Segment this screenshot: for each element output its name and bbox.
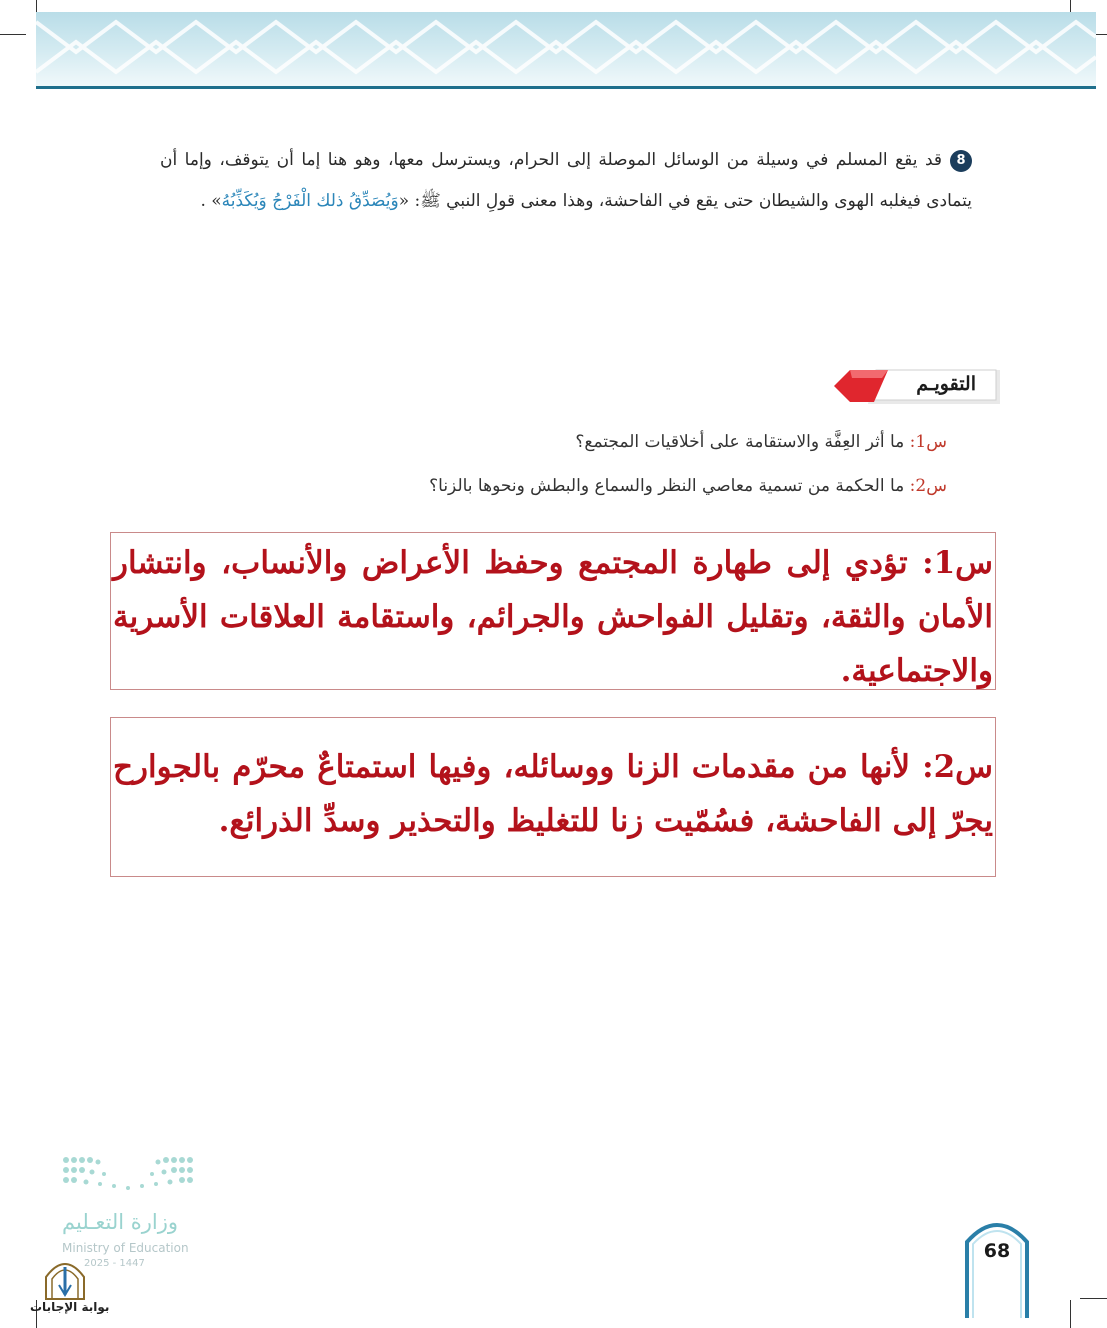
paragraph-number-badge: 8: [950, 150, 972, 172]
answer-1-text: س1: تؤدي إلى طهارة المجتمع وحفظ الأعراض والأنساب، وانتشار الأمان والثقة، وتقليل الفواحش والجرائم، واستقامة العلاقات الأسرية والاجتماعية.: [113, 545, 993, 689]
answer-1-box: [110, 532, 996, 690]
crop-mark: [0, 34, 26, 35]
ministry-dots-icon: [58, 1152, 208, 1202]
question-2-text: ما الحكمة من تسمية معاصي النظر والسماع والبطش ونحوها بالزنا؟: [429, 476, 905, 496]
page-number-tab: [964, 1214, 1030, 1318]
page-number: 68: [983, 1240, 1011, 1262]
paragraph-text: قد يقع المسلم في وسيلة من الوسائل الموصلة إلى الحرام، ويسترسل معها، وهو هنا إما أن يتوقف، وإما أن يتمادى فيغلبه الهوى والشيطان حتى يقع في الفاحشة، وهذا معنى قولِ النبي ﷺ: «: [160, 150, 972, 211]
question-1-text: ما أثر العِفَّة والاستقامة على أخلاقيات المجتمع؟: [575, 432, 905, 452]
crop-mark: [1070, 1300, 1071, 1328]
question-1-label: س1:: [909, 432, 947, 452]
ministry-name-en: Ministry of Education: [62, 1241, 189, 1255]
question-2-label: س2:: [909, 476, 947, 496]
crop-mark: [1080, 1298, 1107, 1299]
answer-2-text: س2: لأنها من مقدمات الزنا ووسائله، وفيها استمتاعٌ محرّم بالجوارح يجرّ إلى الفاحشة، فسُمّيت زنا للتغليظ والتحذير وسدِّ الذرائع.: [113, 749, 993, 839]
ministry-name-ar: وزارة التعـليم: [62, 1210, 179, 1234]
geometric-pattern-icon: [36, 12, 1096, 88]
evaluation-title: التقويـم: [916, 373, 976, 395]
evaluation-banner: [832, 366, 1000, 406]
hadith-quote: وَيُصَدِّقُ ذلك الْفَرْجُ وَيُكَذِّبُهُ: [221, 191, 399, 211]
ministry-year: 2025 - 1447: [84, 1258, 145, 1269]
paragraph-end: » .: [200, 191, 222, 211]
page-tab-shape-icon: [964, 1214, 1030, 1318]
portal-label: بوابة الإجابات: [30, 1300, 110, 1314]
question-2: [429, 476, 947, 496]
header-pattern-band: [36, 12, 1096, 88]
answer-2-box: [110, 717, 996, 877]
lesson-paragraph: [160, 140, 972, 222]
question-1: [575, 432, 947, 452]
header-rule: [36, 86, 1096, 89]
mosque-dome-icon: [28, 1255, 102, 1301]
